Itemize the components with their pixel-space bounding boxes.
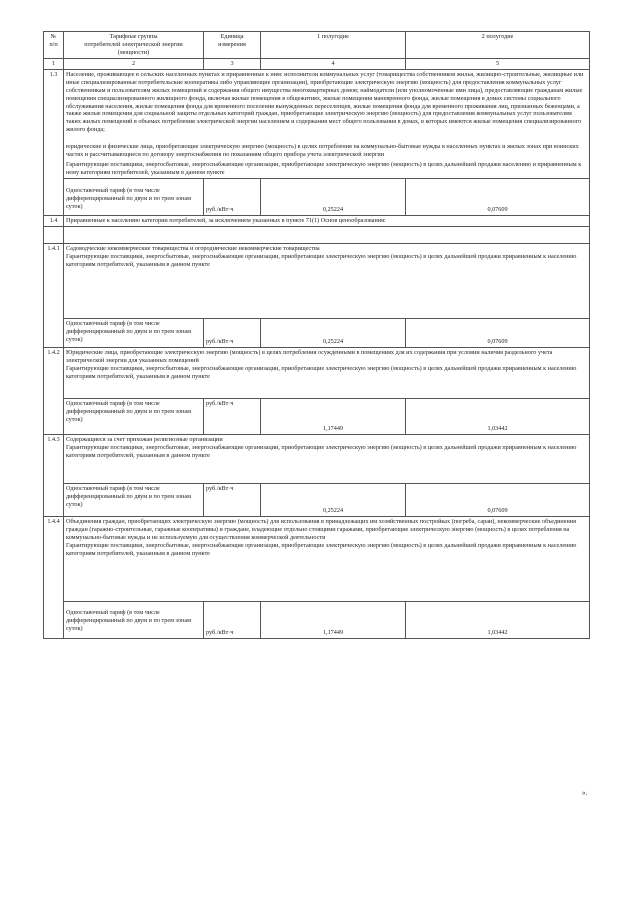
- tariff-label: Одноставочный тариф (в том числе дифференцированный по двум и по трем зонам суток): [64, 179, 204, 216]
- header-half1: 1 полугодие: [261, 32, 406, 59]
- column-number-row: [44, 58, 590, 69]
- colnum-2: 2: [64, 58, 204, 69]
- tariff-value-h1: 0,25224: [261, 483, 406, 516]
- tariff-unit: руб./кВт·ч: [204, 601, 261, 638]
- closing-quote-mark: ».: [582, 789, 588, 797]
- section-text: Гарантирующие поставщики, энергосбытовые, энергоснабжающие организации, приобретающие электрическую энергию (мощность) в целях дальнейшей продажи населению и приравненным к нему категориям потребителей, указанным в данном пункте: [66, 161, 582, 177]
- section-text: юридические и физические лица, приобретающие электрическую энергию (мощность) в целях потребления на коммунально-бытовые нужды в населенных пунктах и жилых зонах при воинских частях и рассчитывающиеся по договору энергоснабжения по показаниям общего прибора учета электрической энергии: [66, 143, 579, 159]
- tariff-value-h2: 0,07609: [406, 483, 590, 516]
- section-description: [64, 347, 590, 398]
- tariff-value-h2: 1,03442: [406, 601, 590, 638]
- section-text: Объединения граждан, приобретающих электрическую энергию (мощность) для использования в принадлежащих им хозяйственных постройках (погреба, сараи), некоммерческие объединения граждан (гаражно-строительные, гаражные кооперативы) и граждане, владеющие отдельно стоящими гаражами, приобретающие электрическую энергию (мощность) в целях потребления на коммунально-бытовые нужды и не используемую для осуществления коммерческой деятельности: [66, 517, 576, 541]
- tariff-row: [44, 398, 590, 434]
- tariff-unit: руб./кВт·ч: [204, 398, 261, 434]
- header-num: № п/п: [44, 32, 64, 59]
- tariff-row: [44, 179, 590, 216]
- header-group: Тарифные группы потребителей электрической энергии (мощности): [64, 32, 204, 59]
- header-half2: 2 полугодие: [406, 32, 590, 59]
- colnum-3: 3: [204, 58, 261, 69]
- tariff-value-h2: 1,03442: [406, 398, 590, 434]
- table-row: [44, 516, 590, 601]
- section-text: Гарантирующие поставщики, энергосбытовые, энергоснабжающие организации, приобретающие электрическую энергию (мощность) в целях дальнейшей продажи приравненным к населению категориям потребителей, указанным в данном пункте: [66, 364, 577, 380]
- section-text: Юридические лица, приобретающие электрическую энергию (мощность) в целях потребления осужденными в помещениях для их содержания при условии наличия раздельного учета электрической энергии для указанных помещений: [66, 348, 553, 364]
- tariff-row: [44, 483, 590, 516]
- tariff-label: Одноставочный тариф (в том числе дифференцированный по двум и по трем зонам суток): [64, 318, 204, 347]
- tariff-unit: руб./кВт·ч: [204, 179, 261, 216]
- section-text: Гарантирующие поставщики, энергосбытовые, энергоснабжающие организации, приобретающие электрическую энергию (мощность) в целях дальнейшей продажи приравненным к населению категориям потребителей, указанным в данном пункте: [66, 541, 577, 557]
- table-row: [44, 243, 590, 318]
- table-row: [44, 434, 590, 483]
- row-code: 1.4.4: [44, 516, 64, 638]
- section-text: Гарантирующие поставщики, энергосбытовые, энергоснабжающие организации, приобретающие электрическую энергию (мощность) в целях дальнейшей продажи приравненным к населению категориям потребителей, указанным в данном пункте: [66, 443, 577, 459]
- tariff-table: [43, 31, 590, 639]
- table-row: [44, 69, 590, 178]
- tariff-value-h1: 1,17449: [261, 601, 406, 638]
- row-code: 1.4.3: [44, 434, 64, 516]
- section-description: [64, 516, 590, 601]
- tariff-label: Одноставочный тариф (в том числе дифференцированный по двум и по трем зонам суток): [64, 483, 204, 516]
- tariff-value-h1: 0,25224: [261, 318, 406, 347]
- tariff-row: [44, 601, 590, 638]
- section-text: Население, проживающее в сельских населенных пунктах и приравненные к ним: исполнители коммунальных услуг (товарищества собственников жилья, жилищно-строительные, жилищные или иные специализированные потребительские кооперативы либо управляющие организации), приобретающие электрическую энергию (мощность) для предоставления коммунальных услуг собственникам и пользователям жилых помещений и содержания общего имущества многоквартирных домов; наймодатели (или уполномоченные ими лица), предоставляющие гражданам жилые помещения специализированного жилищного фонда, включая жилые помещения в общежитиях, жилые помещения маневренного фонда, жилые помещения в домах системы социального обслуживания населения, жилые помещения фонда для временного поселения вынужденных переселенцев, жилые помещения фонда для временного проживания лиц, признанных беженцами, а также жилые помещения для социальной защиты отдельных категорий граждан, приобретающие электрическую энергию (мощность) для предоставления коммунальных услуг пользователям таких жилых помещений в объемах потребления электрической энергии населением и содержания мест общего пользования в домах, в которых имеются жилые помещения специализированного жилого фонда;: [66, 70, 584, 134]
- tariff-row: [44, 318, 590, 347]
- row-code: 1.3: [44, 69, 64, 215]
- section-text: Содержащиеся за счет прихожан религиозные организации: [66, 435, 223, 443]
- table-header-row: [44, 32, 590, 59]
- row-code: 1.4.1: [44, 243, 64, 347]
- tariff-unit: руб./кВт·ч: [204, 483, 261, 516]
- spacer-row: [44, 226, 590, 243]
- section-text: Гарантирующие поставщики, энергосбытовые, энергоснабжающие организации, приобретающие электрическую энергию (мощность) в целях дальнейшей продажи приравненным к населению категориям потребителей, указанным в данном пункте: [66, 252, 577, 268]
- tariff-value-h2: 0,07609: [406, 179, 590, 216]
- tariff-value-h1: 0,25224: [261, 179, 406, 216]
- section-description: [64, 243, 590, 318]
- tariff-unit: руб./кВт·ч: [204, 318, 261, 347]
- tariff-label: Одноставочный тариф (в том числе дифференцированный по двум и по трем зонам суток): [64, 398, 204, 434]
- header-unit: Единица измерения: [204, 32, 261, 59]
- row-code: 1.4: [44, 216, 64, 227]
- table-row: [44, 347, 590, 398]
- section-description: [64, 69, 590, 178]
- section-text: Садоводческие некоммерческие товарищества и огороднические некоммерческие товарищества: [66, 244, 320, 252]
- tariff-value-h2: 0,07609: [406, 318, 590, 347]
- section-description: [64, 434, 590, 483]
- section-description: Приравненные к населению категории потребителей, за исключением указанных в пункте 71(1) Основ ценообразования:: [64, 216, 590, 227]
- table-row: [44, 216, 590, 227]
- tariff-value-h1: 1,17449: [261, 398, 406, 434]
- colnum-5: 5: [406, 58, 590, 69]
- tariff-label: Одноставочный тариф (в том числе дифференцированный по двум и по трем зонам суток): [64, 601, 204, 638]
- colnum-4: 4: [261, 58, 406, 69]
- row-code: 1.4.2: [44, 347, 64, 434]
- colnum-1: 1: [44, 58, 64, 69]
